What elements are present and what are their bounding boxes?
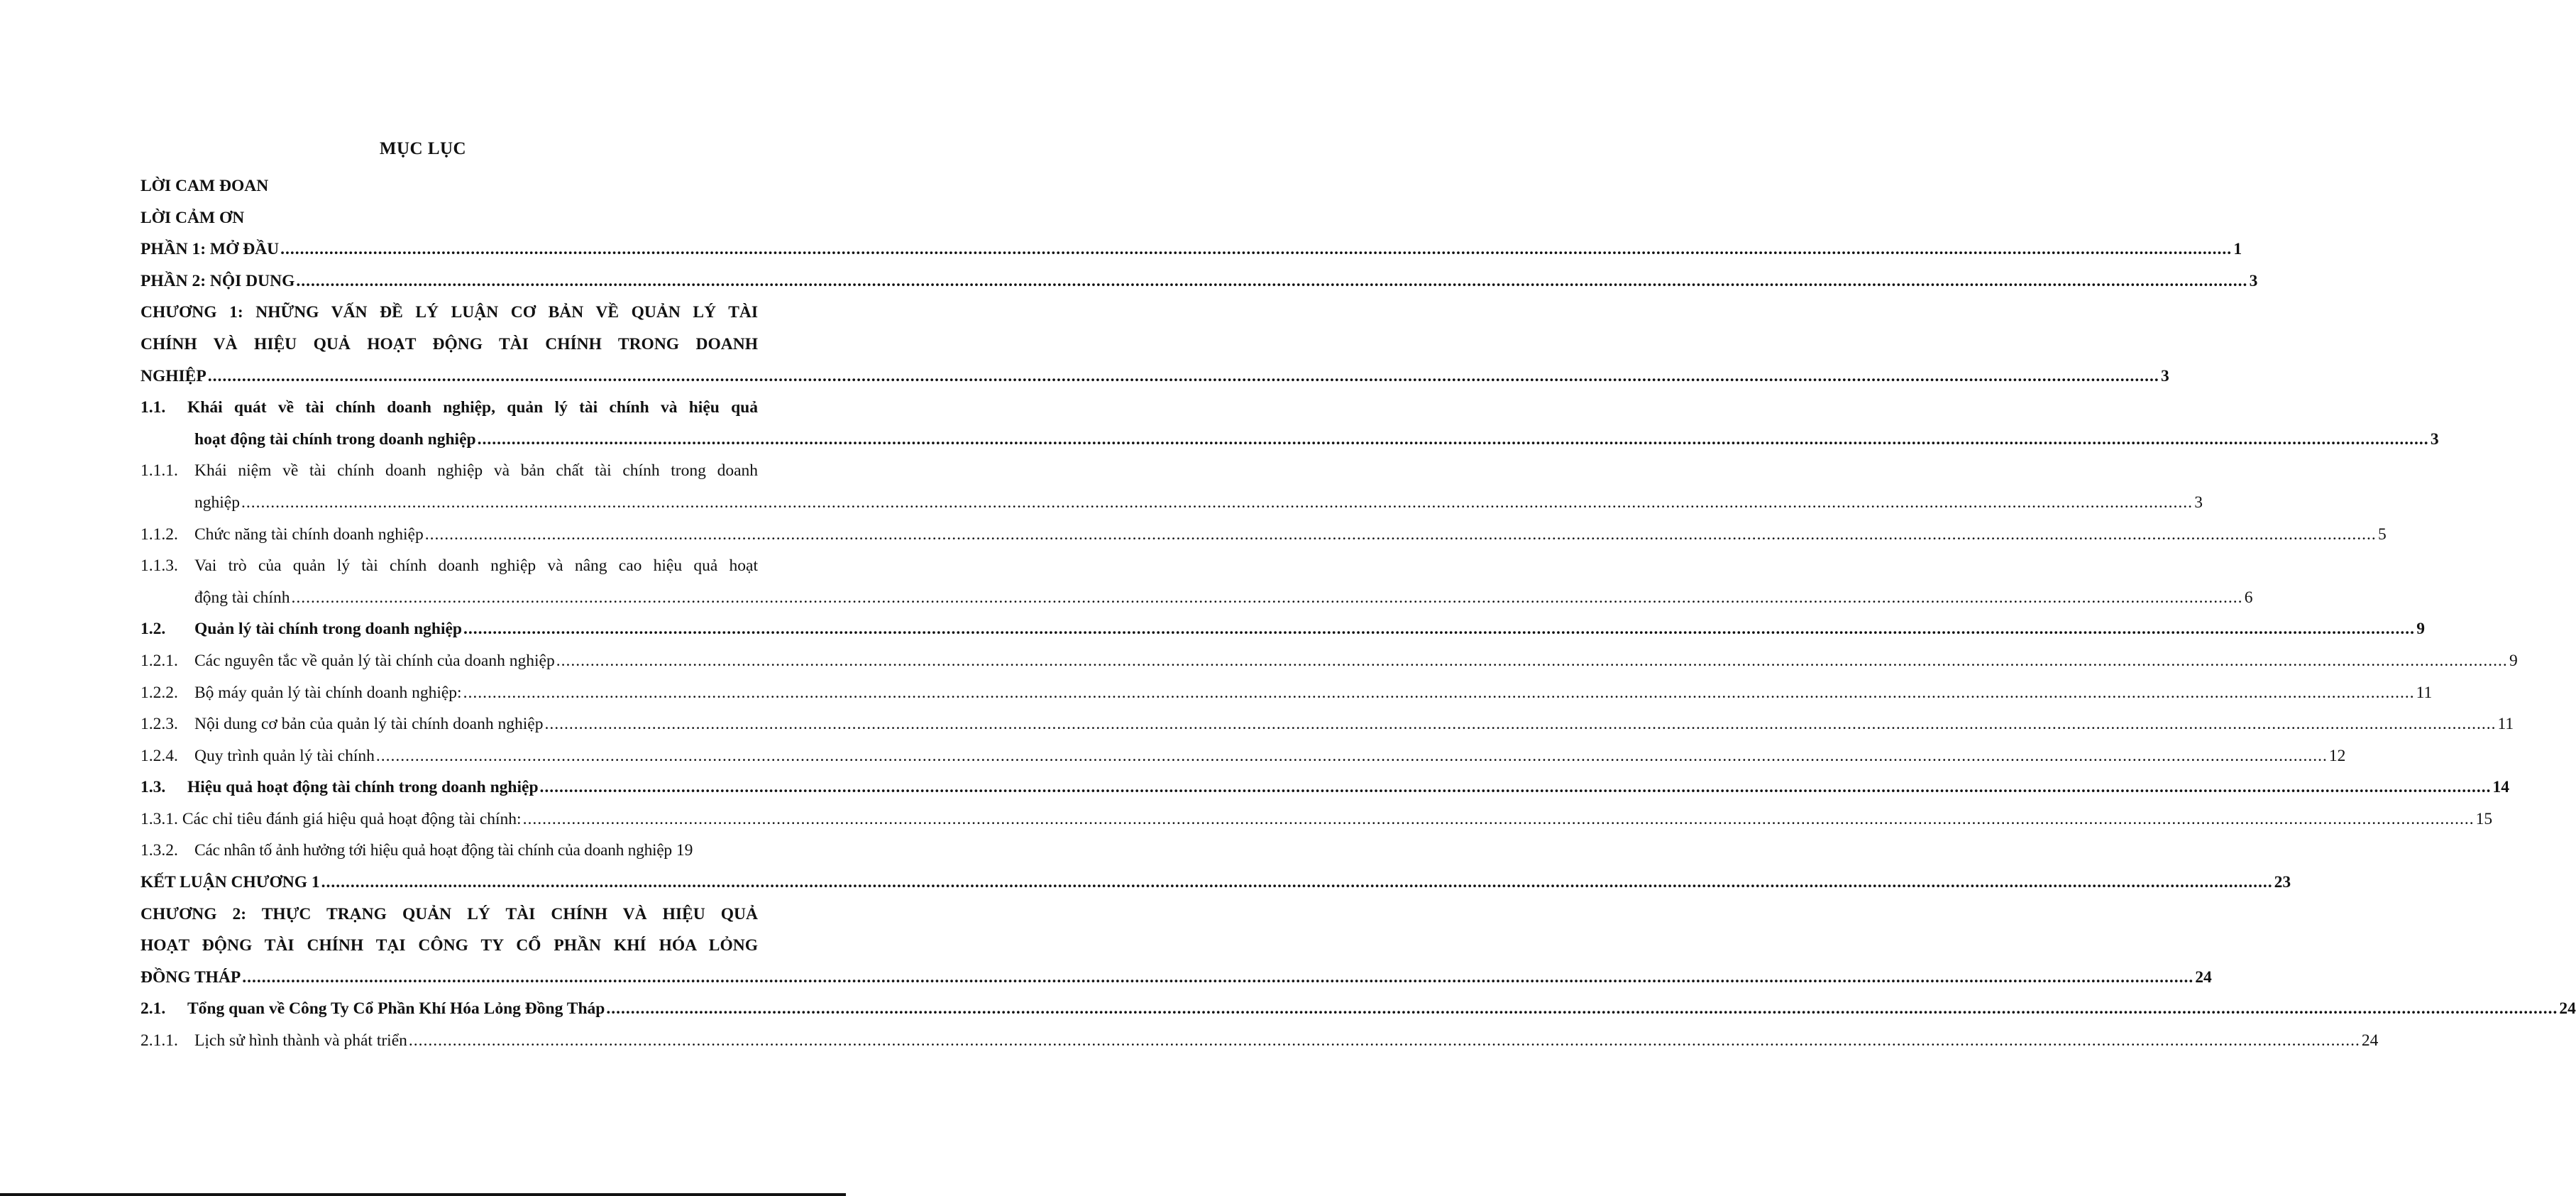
toc-entry-label: LỜI CẢM ƠN	[141, 208, 245, 227]
toc-entry-page: 12	[2328, 746, 2346, 765]
toc-entry-label: PHẦN 1: MỞ ĐẦU	[141, 240, 280, 259]
toc-entry-label: Các nguyên tắc về quản lý tài chính của doanh nghiệp	[194, 651, 555, 670]
toc-entry	[141, 677, 2433, 709]
toc-entry-label: Vai trò của quản lý tài chính doanh nghiệp và nâng cao hiệu quả hoạt	[194, 556, 758, 576]
dot-leader: ................................................................................................................................................................................................................................................................................................................................................................................................................	[207, 366, 2159, 385]
toc-entry-label: Nội dung cơ bản của quản lý tài chính doanh nghiệp	[194, 715, 544, 734]
toc-entry-page: 24	[2559, 999, 2576, 1019]
toc-entry-number: 1.2.	[141, 620, 166, 639]
page-bottom-rule	[0, 1193, 846, 1196]
toc-entry-label: động tài chính	[194, 588, 290, 607]
toc-entry-number: 2.1.	[141, 999, 166, 1019]
toc-entry-number: 1.1.1.	[141, 461, 178, 481]
dot-leader: ................................................................................................................................................................................................................................................................................................................................................................................................................	[544, 715, 2497, 734]
toc-entry	[141, 297, 758, 329]
toc-entry-page: 3	[2249, 271, 2258, 290]
toc-entry-label: nghiệp	[194, 493, 240, 512]
dot-leader: ................................................................................................................................................................................................................................................................................................................................................................................................................	[522, 809, 2475, 828]
toc-entry	[141, 392, 758, 424]
toc-entry	[141, 582, 2253, 614]
toc-entry-label: CHÍNH VÀ HIỆU QUẢ HOẠT ĐỘNG TÀI CHÍNH TRONG DOANH	[141, 334, 758, 353]
dot-leader: ................................................................................................................................................................................................................................................................................................................................................................................................................	[463, 683, 2415, 702]
toc-entry-number: 2.1.1.	[141, 1031, 178, 1050]
toc-entry-page: 15	[2475, 809, 2493, 828]
toc-entry-number: 1.2.1.	[141, 651, 178, 670]
toc-entry	[141, 202, 758, 234]
toc-entry	[141, 487, 2203, 519]
toc-entry-label: Lịch sử hình thành và phát triển	[194, 1031, 407, 1050]
toc-entry-number: 1.2.4.	[141, 746, 178, 765]
toc-entry	[141, 740, 2346, 772]
toc-entry	[141, 1025, 2379, 1057]
toc-entry-label: Các nhân tố ảnh hưởng tới hiệu quả hoạt động tài chính của doanh nghiệp	[194, 841, 672, 860]
toc-entry-page: 3	[2430, 429, 2439, 449]
toc-entry-label: CHƯƠNG 2: THỰC TRẠNG QUẢN LÝ TÀI CHÍNH VÀ HIỆU QUẢ	[141, 904, 758, 923]
toc-entry	[141, 645, 2518, 677]
toc-entry	[141, 835, 758, 867]
toc-entry-number: 1.1.3.	[141, 556, 178, 576]
toc-entry	[141, 962, 2212, 994]
dot-leader: ................................................................................................................................................................................................................................................................................................................................................................................................................	[556, 651, 2508, 670]
toc-entry	[141, 930, 758, 962]
toc-entry-label: KẾT LUẬN CHƯƠNG 1	[141, 873, 320, 892]
toc-entry	[141, 170, 758, 202]
toc-entry-label: Khái quát về tài chính doanh nghiệp, quản lý tài chính và hiệu quả	[187, 398, 758, 417]
dot-leader: ................................................................................................................................................................................................................................................................................................................................................................................................................	[606, 999, 2558, 1019]
toc-entry-label: Quản lý tài chính trong doanh nghiệp	[194, 620, 462, 639]
toc-entry-number: 1.3.1.	[141, 809, 178, 828]
dot-leader: ................................................................................................................................................................................................................................................................................................................................................................................................................	[539, 778, 2492, 797]
toc-entry	[141, 265, 2258, 297]
toc-entry-page: 9	[2416, 620, 2425, 639]
dot-leader: ................................................................................................................................................................................................................................................................................................................................................................................................................	[424, 525, 2377, 544]
toc-entry-page: 6	[2244, 588, 2253, 607]
toc-entry-page: 19	[676, 841, 693, 860]
toc-entry	[141, 424, 2439, 456]
dot-leader: ................................................................................................................................................................................................................................................................................................................................................................................................................	[408, 1031, 2360, 1050]
toc-entry-label: Chức năng tài chính doanh nghiệp	[194, 525, 424, 544]
dot-leader: ................................................................................................................................................................................................................................................................................................................................................................................................................	[296, 271, 2248, 290]
table-of-contents	[141, 170, 2576, 1057]
toc-entry-page: 11	[2416, 683, 2433, 702]
toc-entry	[141, 708, 2514, 740]
toc-entry-label: CHƯƠNG 1: NHỮNG VẤN ĐỀ LÝ LUẬN CƠ BẢN VỀ QUẢN LÝ TÀI	[141, 303, 758, 322]
toc-entry-number: 1.1.	[141, 398, 166, 417]
dot-leader: ................................................................................................................................................................................................................................................................................................................................................................................................................	[242, 967, 2194, 987]
toc-entry-label: Khái niệm về tài chính doanh nghiệp và bản chất tài chính trong doanh	[194, 461, 758, 481]
toc-entry-page: 5	[2378, 525, 2387, 544]
toc-entry-page: 24	[2195, 967, 2212, 987]
toc-entry-number: 1.3.2.	[141, 841, 178, 860]
toc-entry-label: Các chỉ tiêu đánh giá hiệu quả hoạt động tài chính:	[182, 809, 522, 828]
toc-entry	[141, 867, 2291, 899]
toc-entry-page: 1	[2233, 240, 2242, 259]
toc-entry	[141, 899, 758, 931]
dot-leader: ................................................................................................................................................................................................................................................................................................................................................................................................................	[477, 429, 2429, 449]
toc-entry-label: Hiệu quả hoạt động tài chính trong doanh nghiệp	[187, 778, 539, 797]
toc-entry-page: 14	[2492, 778, 2510, 797]
toc-entry-number: 1.2.3.	[141, 715, 178, 734]
toc-entry-label: LỜI CAM ĐOAN	[141, 177, 269, 195]
toc-entry-label: ĐỒNG THÁP	[141, 967, 241, 987]
toc-entry	[141, 329, 758, 361]
toc-entry	[141, 803, 2493, 835]
toc-entry-page: 9	[2509, 651, 2518, 670]
toc-entry	[141, 772, 2510, 803]
toc-entry-page: 23	[2274, 873, 2291, 892]
toc-entry-label: Bộ máy quản lý tài chính doanh nghiệp:	[194, 683, 462, 702]
dot-leader: ................................................................................................................................................................................................................................................................................................................................................................................................................	[321, 873, 2273, 892]
dot-leader: ................................................................................................................................................................................................................................................................................................................................................................................................................	[291, 588, 2243, 607]
toc-entry-number: 1.1.2.	[141, 525, 178, 544]
toc-entry-page: 24	[2361, 1031, 2379, 1050]
toc-entry-number: 1.3.	[141, 778, 166, 797]
toc-entry	[141, 234, 2242, 265]
toc-entry-label: Quy trình quản lý tài chính	[194, 746, 375, 765]
toc-entry-label: NGHIỆP	[141, 366, 207, 385]
toc-entry	[141, 550, 758, 582]
dot-leader: ................................................................................................................................................................................................................................................................................................................................................................................................................	[241, 493, 2193, 512]
toc-entry-label: HOẠT ĐỘNG TÀI CHÍNH TẠI CÔNG TY CỔ PHẦN KHÍ HÓA LỎNG	[141, 936, 758, 955]
dot-leader: ................................................................................................................................................................................................................................................................................................................................................................................................................	[280, 240, 2233, 259]
toc-entry-page: 3	[2160, 366, 2169, 385]
toc-title: MỤC LỤC	[379, 139, 467, 158]
toc-entry-number: 1.2.2.	[141, 683, 178, 702]
toc-entry-label: PHẦN 2: NỘI DUNG	[141, 271, 295, 290]
toc-entry	[141, 613, 2425, 645]
toc-entry-page: 3	[2194, 493, 2203, 512]
toc-entry-page: 11	[2497, 715, 2514, 734]
dot-leader: ................................................................................................................................................................................................................................................................................................................................................................................................................	[463, 620, 2415, 639]
toc-entry-label: hoạt động tài chính trong doanh nghiệp	[194, 429, 476, 449]
toc-entry	[141, 993, 2576, 1025]
toc-entry	[141, 455, 758, 487]
toc-entry	[141, 361, 2169, 393]
toc-entry-label: Tổng quan về Công Ty Cổ Phần Khí Hóa Lỏng Đồng Tháp	[187, 999, 605, 1019]
toc-entry	[141, 519, 2387, 551]
dot-leader: ................................................................................................................................................................................................................................................................................................................................................................................................................	[375, 746, 2328, 765]
